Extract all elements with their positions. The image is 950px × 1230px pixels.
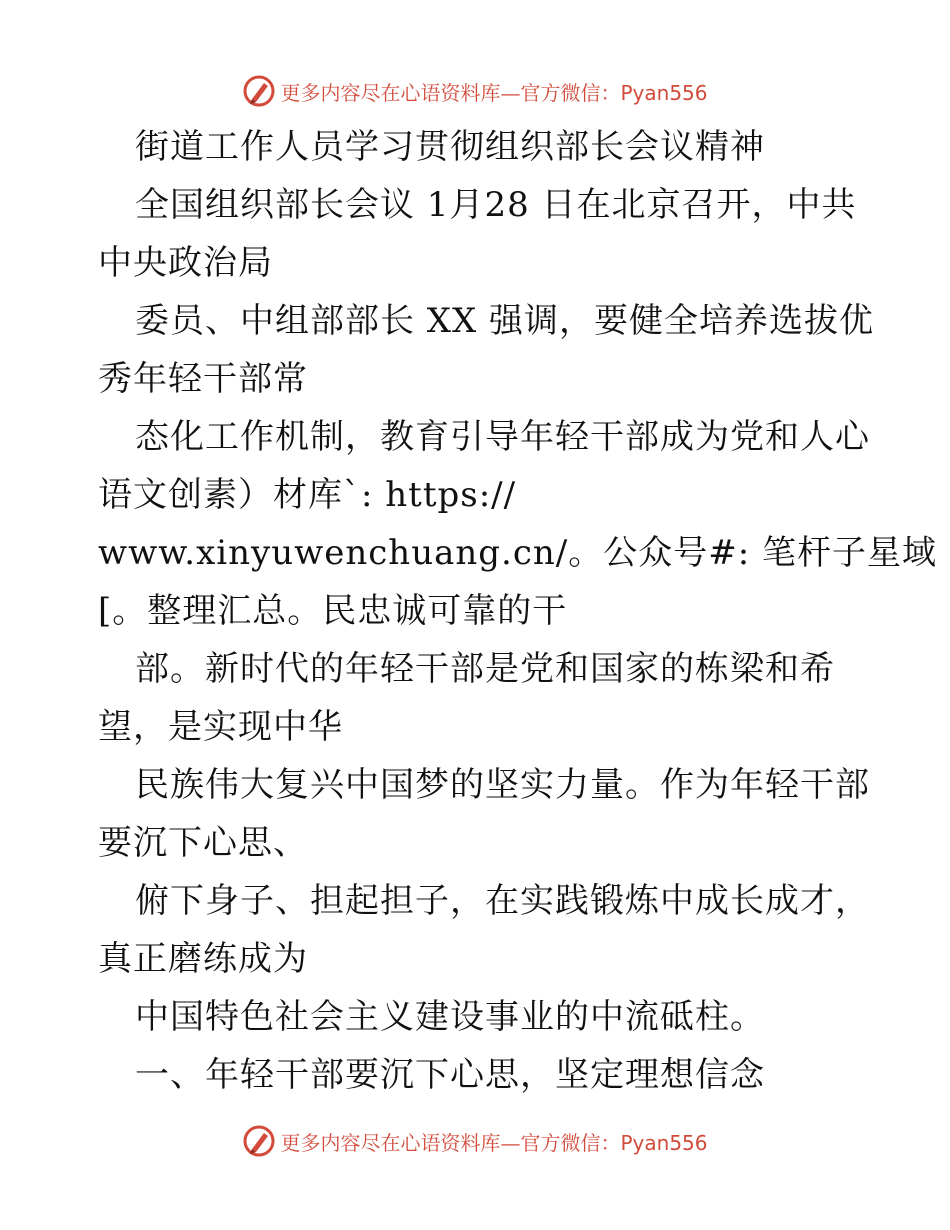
pen-logo-icon — [242, 74, 276, 108]
text-line: 委员、中组部部长 XX 强调，要健全培养选拔优 — [135, 301, 875, 341]
text-line: 街道工作人员学习贯彻组织部长会议精神 — [135, 127, 765, 167]
text-line: 部。新时代的年轻干部是党和国家的栋梁和希 — [135, 649, 835, 689]
text-line: 中央政治局 — [98, 243, 273, 283]
text-line: 民族伟大复兴中国梦的坚实力量。作为年轻干部 — [135, 765, 870, 805]
text-line: 俯下身子、担起担子，在实践锻炼中成长成才， — [135, 881, 870, 921]
text-line: 秀年轻干部常 — [98, 359, 308, 399]
wechat-handle: Pyan556 — [620, 1130, 708, 1155]
text-line: 要沉下心思、 — [98, 823, 308, 863]
text-line: 中国特色社会主义建设事业的中流砥柱。 — [135, 997, 765, 1037]
text-line: 一、年轻干部要沉下心思，坚定理想信念 — [135, 1055, 765, 1095]
document-body — [98, 118, 937, 1104]
text-line: 语文创素）材库`: https:// — [98, 475, 517, 515]
text-line: 态化工作机制，教育引导年轻干部成为党和人心 — [135, 417, 870, 457]
header-watermark-banner — [0, 71, 950, 111]
text-line: 全国组织部长会议 1月28 日在北京召开，中共 — [135, 185, 857, 225]
text-line: [。整理汇总。民忠诚可靠的干 — [98, 591, 568, 631]
text-line: 望，是实现中华 — [98, 707, 343, 747]
banner-text: 更多内容尽在心语资料库—官方微信：Pyan556 — [280, 80, 708, 105]
banner-text: 更多内容尽在心语资料库—官方微信：Pyan556 — [280, 1130, 708, 1155]
text-line: www.xinyuwenchuang.cn/。公众号#: 笔杆子星域 — [98, 533, 937, 573]
pen-logo-icon — [242, 1124, 276, 1158]
text-line: 真正磨练成为 — [98, 939, 308, 979]
footer-watermark-banner — [0, 1121, 950, 1161]
wechat-handle: Pyan556 — [620, 80, 708, 105]
